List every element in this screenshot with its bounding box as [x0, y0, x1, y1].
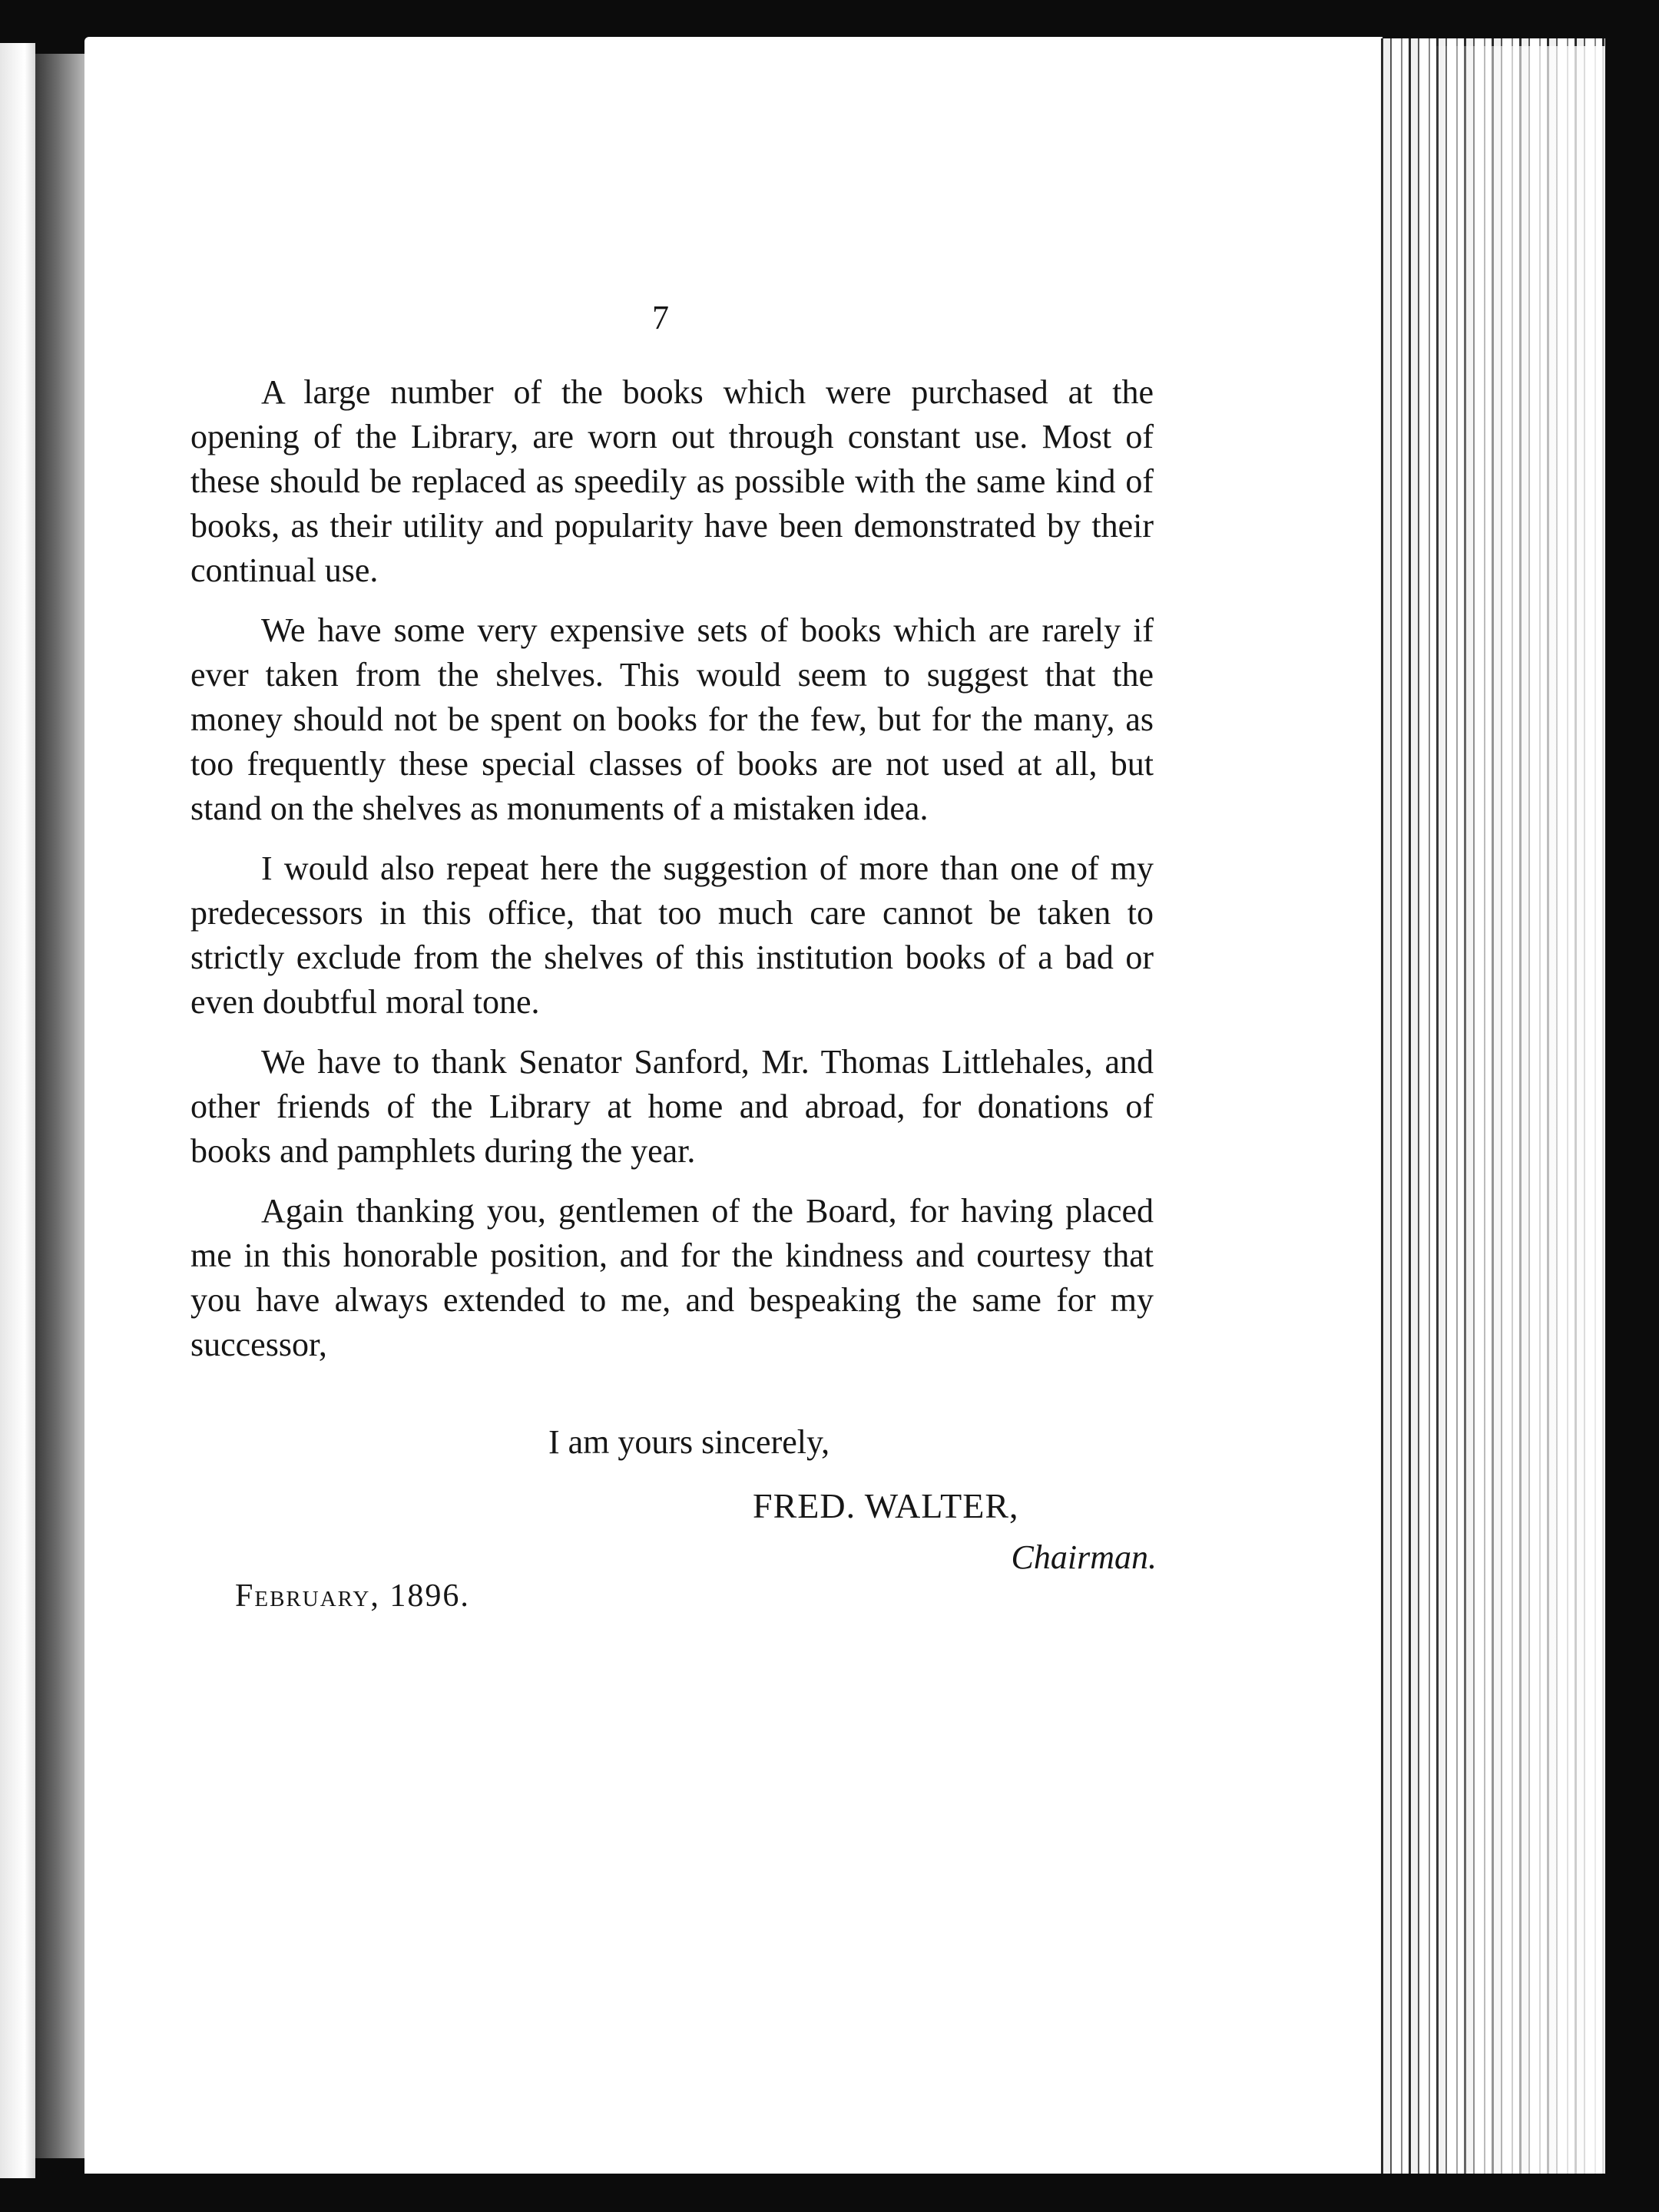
- letter-date: February, 1896.: [235, 1578, 470, 1614]
- paragraph: I would also repeat here the suggestion of more than one of my predecessors in this office, that too much care cannot be taken to strictly exclude from the shelves of this institution books of a bad or even doubtful moral tone.: [190, 849, 1154, 1021]
- signature-name: FRED. WALTER,: [753, 1486, 1019, 1525]
- signature-title: Chairman.: [1011, 1538, 1157, 1576]
- closing-line: I am yours sincerely,: [548, 1423, 830, 1461]
- page-number: 7: [652, 299, 669, 336]
- letter-body: [190, 370, 1154, 1382]
- paragraph: Again thanking you, gentlemen of the Board, for having placed me in this honorable position, and for the kindness and courtesy that you have always extended to me, and bespeaking the same for my successor,: [190, 1192, 1154, 1363]
- paragraph: We have some very expensive sets of books which are rarely if ever taken from the shelves. This would seem to suggest that the money should not be spent on books for the few, but for the many, as too frequently these special classes of books are not used at all, but stand on the shelves as monuments of a mistaken idea.: [190, 611, 1154, 827]
- paragraph: A large number of the books which were purchased at the opening of the Library, are worn out through constant use. Most of these should be replaced as speedily as possible with the same kind of books, as their utility and popularity have been demonstrated by their continual use.: [190, 373, 1154, 589]
- previous-page-edge: [0, 43, 35, 2178]
- fore-edge-highlight: [1429, 46, 1605, 2174]
- paragraph: We have to thank Senator Sanford, Mr. Thomas Littlehales, and other friends of the Library at home and abroad, for donations of books and pamphlets during the year.: [190, 1043, 1154, 1170]
